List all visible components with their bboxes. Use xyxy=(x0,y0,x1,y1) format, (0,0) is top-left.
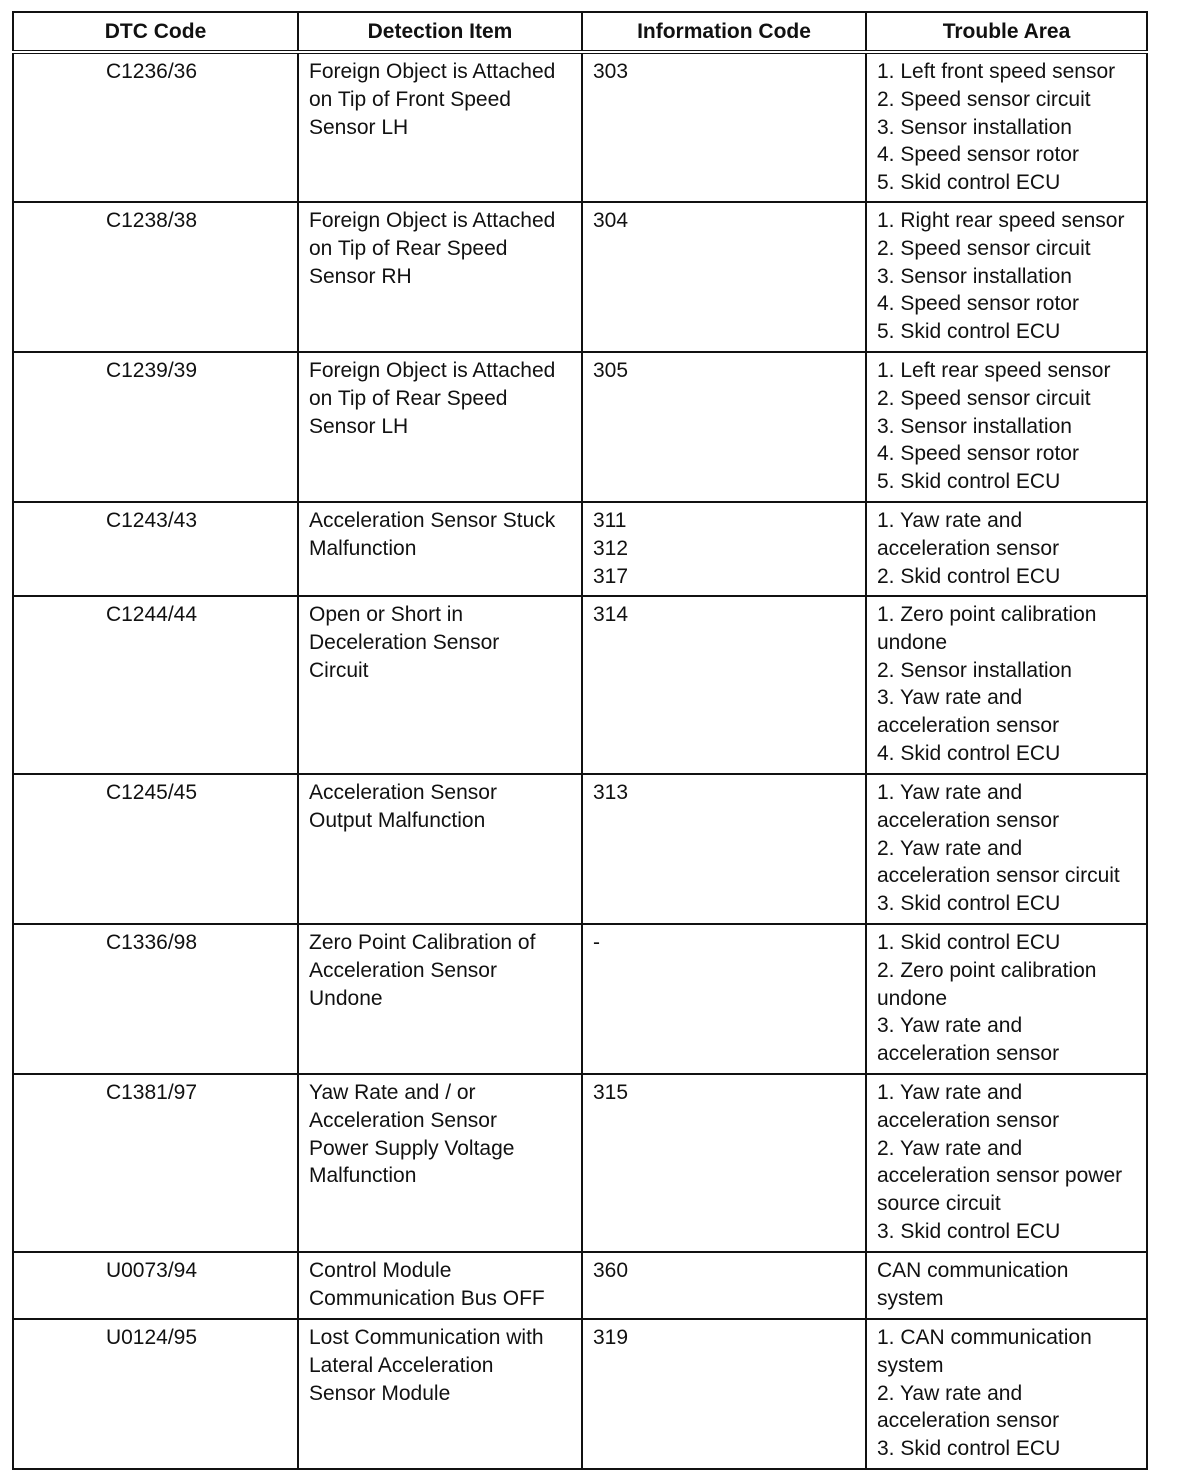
information-code: 313 xyxy=(593,781,629,804)
trouble-area-line: 3. Sensor installation xyxy=(877,264,1072,288)
detection-item-cell xyxy=(298,596,582,774)
detection-item-line: Yaw Rate and / or xyxy=(309,1081,476,1104)
information-code: 317 xyxy=(593,564,629,588)
trouble-area-cell xyxy=(866,924,1147,1074)
dtc-code: C1244/44 xyxy=(105,603,198,626)
trouble-area-line: system xyxy=(877,1353,944,1377)
information-code-cell xyxy=(582,596,866,774)
table-row xyxy=(13,502,1147,596)
trouble-area-line: 1. Left front speed sensor xyxy=(877,60,1116,83)
trouble-area-line: acceleration sensor circuit xyxy=(877,864,1120,888)
trouble-area-line: acceleration sensor xyxy=(877,1042,1060,1066)
header-trouble-area: Trouble Area xyxy=(866,12,1147,52)
detection-item-cell xyxy=(298,52,582,202)
detection-item-line: Open or Short in xyxy=(309,603,464,626)
detection-item-line: Sensor LH xyxy=(309,115,409,139)
trouble-area-line: 1. Yaw rate and xyxy=(877,1081,1023,1104)
dtc-table xyxy=(12,11,1148,1470)
trouble-area-line: acceleration sensor power xyxy=(877,1164,1123,1188)
header-detection-item: Detection Item xyxy=(298,12,582,52)
detection-item-line: Lateral Acceleration xyxy=(309,1353,494,1377)
trouble-area-line: 1. Right rear speed sensor xyxy=(877,209,1125,232)
trouble-area-line: acceleration sensor xyxy=(877,1108,1060,1132)
trouble-area-line: 2. Speed sensor circuit xyxy=(877,386,1091,410)
header-information-code: Information Code xyxy=(582,12,866,52)
dtc-code-cell xyxy=(13,202,298,352)
dtc-code-cell xyxy=(13,1252,298,1319)
trouble-area-line: 3. Skid control ECU xyxy=(877,1437,1061,1461)
trouble-area-line: 4. Speed sensor rotor xyxy=(877,292,1079,316)
information-code-cell xyxy=(582,924,866,1074)
trouble-area-line: acceleration sensor xyxy=(877,714,1060,738)
information-code-cell xyxy=(582,1252,866,1319)
table-row xyxy=(13,1074,1147,1252)
trouble-area-line: 5. Skid control ECU xyxy=(877,470,1061,494)
trouble-area-line: 4. Speed sensor rotor xyxy=(877,442,1079,466)
dtc-code: C1243/43 xyxy=(105,509,198,532)
trouble-area-line: 1. Yaw rate and xyxy=(877,509,1023,532)
dtc-code: C1238/38 xyxy=(105,209,198,232)
trouble-area-line: 2. Speed sensor circuit xyxy=(877,236,1091,260)
detection-item-line: on Tip of Rear Speed xyxy=(309,236,508,260)
trouble-area-line: source circuit xyxy=(877,1192,1001,1216)
trouble-area-line: 4. Speed sensor rotor xyxy=(877,143,1079,167)
detection-item-cell xyxy=(298,774,582,924)
trouble-area-line: 3. Yaw rate and xyxy=(877,686,1023,710)
dtc-code: U0073/94 xyxy=(105,1259,198,1282)
dtc-code-cell xyxy=(13,924,298,1074)
trouble-area-line: 2. Skid control ECU xyxy=(877,564,1061,588)
table-row xyxy=(13,1319,1147,1469)
detection-item-cell xyxy=(298,352,582,502)
dtc-code: C1236/36 xyxy=(105,60,198,83)
trouble-area-line: undone xyxy=(877,986,948,1010)
dtc-code: C1336/98 xyxy=(105,931,198,954)
trouble-area-line: 4. Skid control ECU xyxy=(877,741,1061,765)
information-code-cell xyxy=(582,502,866,596)
detection-item-line: on Tip of Front Speed xyxy=(309,87,511,111)
information-code: 314 xyxy=(593,603,629,626)
trouble-area-line: 1. Skid control ECU xyxy=(877,931,1061,954)
trouble-area-cell xyxy=(866,352,1147,502)
information-code: 305 xyxy=(593,359,629,382)
table-row xyxy=(13,52,1147,202)
detection-item-line: Acceleration Sensor xyxy=(309,958,497,982)
trouble-area-cell xyxy=(866,202,1147,352)
table-row xyxy=(13,352,1147,502)
detection-item-line: Deceleration Sensor xyxy=(309,630,500,654)
table-row xyxy=(13,924,1147,1074)
information-code: 311 xyxy=(593,509,627,532)
detection-item-line: Sensor Module xyxy=(309,1381,451,1405)
table-header-row xyxy=(13,12,1147,52)
detection-item-cell xyxy=(298,1074,582,1252)
table-row xyxy=(13,1252,1147,1319)
information-code: 312 xyxy=(593,536,629,560)
trouble-area-line: acceleration sensor xyxy=(877,808,1060,832)
dtc-code: U0124/95 xyxy=(105,1326,198,1349)
trouble-area-cell xyxy=(866,596,1147,774)
information-code: 360 xyxy=(593,1259,629,1282)
detection-item-line: Malfunction xyxy=(309,1164,417,1188)
table-row xyxy=(13,202,1147,352)
information-code: 304 xyxy=(593,209,629,232)
trouble-area-line: 3. Yaw rate and xyxy=(877,1014,1023,1038)
detection-item-line: on Tip of Rear Speed xyxy=(309,386,508,410)
trouble-area-line: acceleration sensor xyxy=(877,536,1060,560)
dtc-code-cell xyxy=(13,1074,298,1252)
detection-item-line: Foreign Object is Attached xyxy=(309,359,556,382)
detection-item-line: Control Module xyxy=(309,1259,452,1282)
detection-item-line: Zero Point Calibration of xyxy=(309,931,536,954)
trouble-area-line: CAN communication xyxy=(877,1259,1069,1282)
trouble-area-line: system xyxy=(877,1286,944,1310)
detection-item-cell xyxy=(298,924,582,1074)
information-code: 315 xyxy=(593,1081,629,1104)
detection-item-line: Acceleration Sensor xyxy=(309,1108,497,1132)
detection-item-line: Acceleration Sensor Stuck xyxy=(309,509,556,532)
table-row xyxy=(13,774,1147,924)
trouble-area-line: 3. Sensor installation xyxy=(877,414,1072,438)
trouble-area-line: 2. Yaw rate and xyxy=(877,1136,1023,1160)
trouble-area-cell xyxy=(866,52,1147,202)
trouble-area-line: 2. Sensor installation xyxy=(877,658,1072,682)
trouble-area-line: 2. Yaw rate and xyxy=(877,836,1023,860)
table-body xyxy=(13,52,1147,1469)
detection-item-line: Communication Bus OFF xyxy=(309,1286,545,1310)
detection-item-line: Undone xyxy=(309,986,383,1010)
trouble-area-line: 2. Zero point calibration xyxy=(877,958,1097,982)
detection-item-line: Power Supply Voltage xyxy=(309,1136,515,1160)
trouble-area-line: 5. Skid control ECU xyxy=(877,171,1061,195)
trouble-area-cell xyxy=(866,774,1147,924)
trouble-area-cell xyxy=(866,1252,1147,1319)
detection-item-line: Circuit xyxy=(309,658,369,682)
trouble-area-cell xyxy=(866,1319,1147,1469)
detection-item-line: Foreign Object is Attached xyxy=(309,209,556,232)
dtc-code: C1239/39 xyxy=(105,359,198,382)
information-code-cell xyxy=(582,52,866,202)
detection-item-cell xyxy=(298,1252,582,1319)
detection-item-line: Sensor RH xyxy=(309,264,412,288)
trouble-area-line: undone xyxy=(877,630,948,654)
detection-item-line: Lost Communication with xyxy=(309,1326,544,1349)
dtc-code-cell xyxy=(13,52,298,202)
dtc-code-cell xyxy=(13,352,298,502)
detection-item-line: Acceleration Sensor xyxy=(309,781,497,804)
dtc-code-cell xyxy=(13,1319,298,1469)
detection-item-cell xyxy=(298,1319,582,1469)
trouble-area-line: 1. Yaw rate and xyxy=(877,781,1023,804)
trouble-area-line: 3. Sensor installation xyxy=(877,115,1072,139)
information-code: 303 xyxy=(593,60,629,83)
trouble-area-line: 3. Skid control ECU xyxy=(877,892,1061,916)
detection-item-line: Output Malfunction xyxy=(309,808,486,832)
detection-item-cell xyxy=(298,502,582,596)
information-code-cell xyxy=(582,202,866,352)
dtc-code-cell xyxy=(13,774,298,924)
trouble-area-line: 5. Skid control ECU xyxy=(877,320,1061,344)
trouble-area-line: 1. Left rear speed sensor xyxy=(877,359,1111,382)
information-code-cell xyxy=(582,352,866,502)
information-code-cell xyxy=(582,1319,866,1469)
trouble-area-line: 1. CAN communication xyxy=(877,1326,1092,1349)
dtc-code: C1381/97 xyxy=(105,1081,198,1104)
information-code: - xyxy=(593,931,600,954)
trouble-area-line: 2. Speed sensor circuit xyxy=(877,87,1091,111)
detection-item-line: Malfunction xyxy=(309,536,417,560)
detection-item-line: Sensor LH xyxy=(309,414,409,438)
trouble-area-line: 3. Skid control ECU xyxy=(877,1219,1061,1243)
trouble-area-line: 1. Zero point calibration xyxy=(877,603,1097,626)
header-dtc-code: DTC Code xyxy=(13,12,298,52)
detection-item-line: Foreign Object is Attached xyxy=(309,60,556,83)
dtc-code-cell xyxy=(13,596,298,774)
dtc-code-cell xyxy=(13,502,298,596)
detection-item-cell xyxy=(298,202,582,352)
information-code-cell xyxy=(582,1074,866,1252)
dtc-code: C1245/45 xyxy=(105,781,198,804)
trouble-area-cell xyxy=(866,502,1147,596)
information-code-cell xyxy=(582,774,866,924)
trouble-area-line: 2. Yaw rate and xyxy=(877,1381,1023,1405)
table-row xyxy=(13,596,1147,774)
trouble-area-cell xyxy=(866,1074,1147,1252)
information-code: 319 xyxy=(593,1326,629,1349)
trouble-area-line: acceleration sensor xyxy=(877,1409,1060,1433)
